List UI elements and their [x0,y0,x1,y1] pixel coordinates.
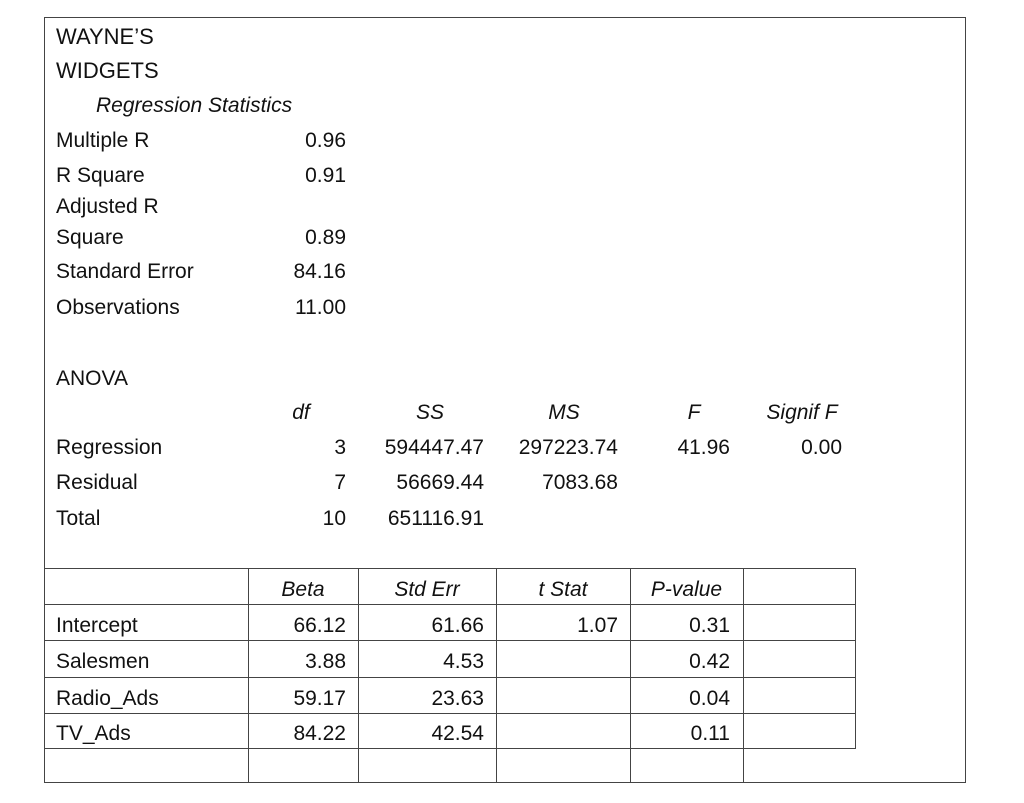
table-rule [855,568,856,749]
table-rule [248,568,249,783]
observations-label: Observations [56,296,180,319]
coef-intercept-t-stat: 1.07 [577,614,618,637]
multiple-r-value: 0.96 [305,129,346,152]
document-frame [44,17,966,783]
coef-tv-ads-p-value: 0.11 [690,722,730,745]
coef-tv-ads-std-err: 42.54 [431,722,484,745]
table-rule [743,568,744,783]
coef-intercept-p-value: 0.31 [689,614,730,637]
anova-row-total-label: Total [56,507,101,530]
adjusted-r-label-line-1: Adjusted R [56,195,159,218]
coef-radio-ads-p-value: 0.04 [689,687,730,710]
title-line-1: WAYNE’S [56,24,154,49]
regression-statistics-heading: Regression Statistics [96,94,293,117]
r-square-label: R Square [56,164,145,187]
standard-error-value: 84.16 [293,260,346,283]
multiple-r-label: Multiple R [56,129,150,152]
coef-row-tv-ads-label: TV_Ads [56,722,131,745]
coef-salesmen-p-value: 0.42 [689,650,730,673]
coef-radio-ads-std-err: 23.63 [431,687,484,710]
anova-residual-ms: 7083.68 [542,471,618,494]
table-rule [496,568,497,783]
table-rule [44,677,856,678]
coef-salesmen-std-err: 4.53 [443,650,484,673]
anova-regression-signif-f: 0.00 [801,436,842,459]
anova-regression-ms: 297223.74 [518,436,618,459]
table-rule [44,604,856,605]
coef-col-beta: Beta [281,578,325,601]
coef-intercept-std-err: 61.66 [431,614,484,637]
coef-col-std-err: Std Err [394,578,460,601]
coef-salesmen-beta: 3.88 [305,650,346,673]
adjusted-r-label-line-2: Square [56,226,124,249]
table-rule [44,640,856,641]
coef-intercept-beta: 66.12 [293,614,346,637]
coef-row-radio-ads-label: Radio_Ads [56,687,159,710]
anova-residual-ss: 56669.44 [396,471,484,494]
anova-col-ms: MS [548,401,580,424]
observations-value: 11.00 [295,296,346,319]
table-rule [358,568,359,783]
anova-col-f: F [687,401,701,424]
coef-radio-ads-beta: 59.17 [293,687,346,710]
anova-col-signif-f: Signif F [766,401,838,424]
table-rule [44,568,856,569]
anova-col-ss: SS [415,401,444,424]
anova-total-df: 10 [322,507,346,530]
anova-residual-df: 7 [334,471,346,494]
anova-regression-f: 41.96 [677,436,730,459]
coef-col-t-stat: t Stat [538,578,588,601]
adjusted-r-value: 0.89 [305,226,346,249]
anova-row-regression-label: Regression [56,436,163,459]
table-rule [44,748,856,749]
anova-regression-ss: 594447.47 [384,436,484,459]
table-rule [44,713,856,714]
anova-total-ss: 651116.91 [387,507,484,530]
title-line-2: WIDGETS [56,58,159,83]
r-square-value: 0.91 [305,164,346,187]
table-rule [630,568,631,783]
anova-col-df: df [292,401,310,424]
anova-heading: ANOVA [56,367,128,390]
coef-row-intercept-label: Intercept [56,614,138,637]
anova-regression-df: 3 [334,436,346,459]
coef-tv-ads-beta: 84.22 [293,722,346,745]
coef-row-salesmen-label: Salesmen [56,650,150,673]
coef-col-p-value: P-value [650,578,723,601]
standard-error-label: Standard Error [56,260,194,283]
anova-row-residual-label: Residual [56,471,138,494]
